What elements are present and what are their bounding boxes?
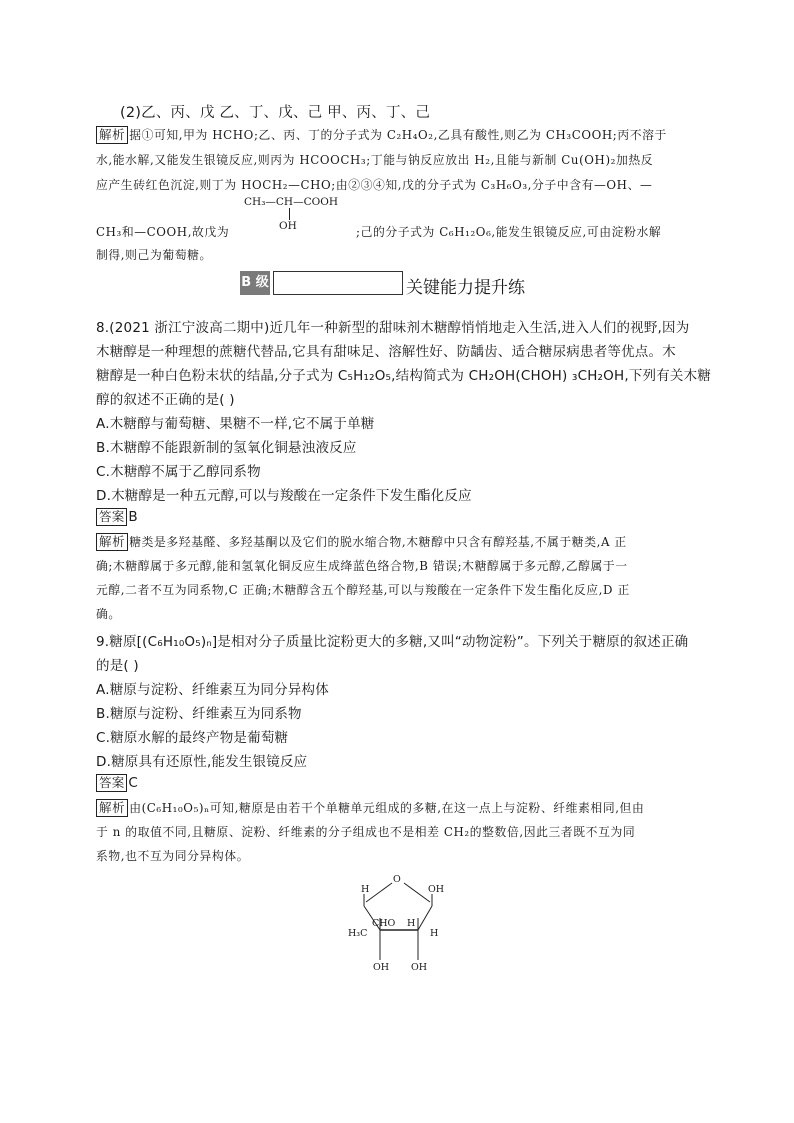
q9-explain: 系物,也不互为同分异构体。 [96, 849, 250, 863]
explain-line [96, 126, 667, 144]
q8-explain [96, 533, 627, 551]
struct-bottom: OH [279, 220, 297, 232]
q8-option-b: B.木糖醇不能跟新制的氢氧化铜悬浊液反应 [96, 440, 357, 456]
explain-line: 水,能水解,又能发生银镜反应,则丙为 HCOOCH₃;丁能与钠反应放出 H₂,且能与新制 Cu(OH)₂加热反 [96, 153, 654, 167]
struct-bond [289, 208, 290, 220]
q8-option-c: C.木糖醇不属于乙醇同系物 [96, 464, 261, 480]
q8-answer [96, 508, 138, 526]
q8-stem: 糖醇是一种白色粉末状的结晶,分子式为 C₅H₁₂O₅,结构简式为 CH₂OH(CHOH) ₃CH₂OH,下列有关木糖 [96, 368, 712, 384]
atom-h-mid: H [430, 928, 439, 939]
answer-line: (2)乙、丙、戊 乙、丁、戊、己 甲、丙、丁、己 [120, 105, 431, 121]
q9-answer [96, 774, 138, 792]
q8-option-a: A.木糖醇与葡萄糖、果糖不一样,它不属于单糖 [96, 416, 375, 432]
explain-text: 据①可知,甲为 HCHO;乙、丙、丁的分子式为 C₂H₄O₂,乙具有酸性,则乙为 CH₃COOH;丙不溶于 [129, 128, 667, 142]
atom-o: O [393, 874, 401, 885]
explain-tag: 解析 [96, 126, 128, 144]
group-oh-bottom: OH [373, 962, 390, 973]
group-h3c: H₃C [348, 928, 368, 939]
explain-tag: 解析 [96, 799, 128, 817]
group-cho: CHO [372, 918, 396, 929]
struct-top: CH₃—CH—COOH [244, 196, 338, 208]
atom-h-left: H [361, 884, 370, 895]
q8-stem: 醇的叙述不正确的是( ) [96, 392, 235, 408]
section-badge: B 级 [240, 271, 270, 295]
explain-text: 糖类是多羟基醛、多羟基酮以及它们的脱水缩合物,木糖醇中只含有醇羟基,不属于糖类,A 正 [129, 535, 627, 549]
section-title: 关键能力提升练 [406, 278, 525, 298]
q9-explain [96, 799, 644, 817]
q9-option-b: B.糖原与淀粉、纤维素互为同系物 [96, 706, 302, 722]
q9-option-a: A.糖原与淀粉、纤维素互为同分异构体 [96, 682, 329, 698]
explain-tag: 解析 [96, 533, 128, 551]
explain-text: 由(C₆H₁₀O₅)ₙ可知,糖原是由若干个单糖单元组成的多糖,在这一点上与淀粉、纤维素相同,但由 [129, 801, 645, 815]
group-oh-bottom: OH [411, 962, 428, 973]
atom-h-mid: H [407, 918, 416, 929]
q9-option-c: C.糖原水解的最终产物是葡萄糖 [96, 730, 289, 746]
explain-line: ;己的分子式为 C₆H₁₂O₆,能发生银镜反应,可由淀粉水解 [356, 225, 662, 239]
q8-explain: 确。 [96, 607, 121, 621]
q9-option-d: D.糖原具有还原性,能发生银镜反应 [96, 754, 308, 770]
q8-stem: 木糖醇是一种理想的蔗糖代替品,它具有甜味足、溶解性好、防龋齿、适合糖尿病患者等优点。木 [96, 344, 676, 360]
answer-tag: 答案 [96, 774, 127, 792]
section-box [273, 271, 403, 295]
explain-line: CH₃和—COOH,故戊为 [96, 225, 230, 239]
q8-explain: 确;木糖醇属于多元醇,能和氢氧化铜反应生成绛蓝色络合物,B 错误;木糖醇属于多元醇,乙醇属于一 [96, 559, 628, 573]
answer-tag: 答案 [96, 508, 127, 526]
q8-option-d: D.木糖醇是一种五元醇,可以与羧酸在一定条件下发生酯化反应 [96, 488, 472, 504]
q9-stem: 的是( ) [96, 658, 139, 674]
q8-explain: 元醇,二者不互为同系物,C 正确;木糖醇含五个醇羟基,可以与羧酸在一定条件下发生酯化反应,D 正 [96, 583, 630, 597]
q9-stem: 9.糖原[(C₆H₁₀O₅)ₙ]是相对分子质量比淀粉更大的多糖,又叫“动物淀粉”。下列关于糖原的叙述正确 [96, 634, 689, 650]
explain-line: 应产生砖红色沉淀,则丁为 HOCH₂—CHO;由②③④知,戊的分子式为 C₃H₆O₃,分子中含有—OH、— [96, 178, 653, 192]
group-oh-right: OH [428, 884, 445, 895]
q9-explain: 于 n 的取值不同,且糖原、淀粉、纤维素的分子组成也不是相差 CH₂的整数倍,因此三者既不互为同 [96, 825, 636, 839]
answer-value: C [128, 775, 139, 791]
explain-line: 制得,则己为葡萄糖。 [96, 248, 212, 262]
q8-stem: 8.(2021 浙江宁波高二期中)近几年一种新型的甜味剂木糖醇悄悄地走入生活,进入人们的视野,因为 [96, 320, 690, 336]
answer-value: B [128, 509, 138, 525]
